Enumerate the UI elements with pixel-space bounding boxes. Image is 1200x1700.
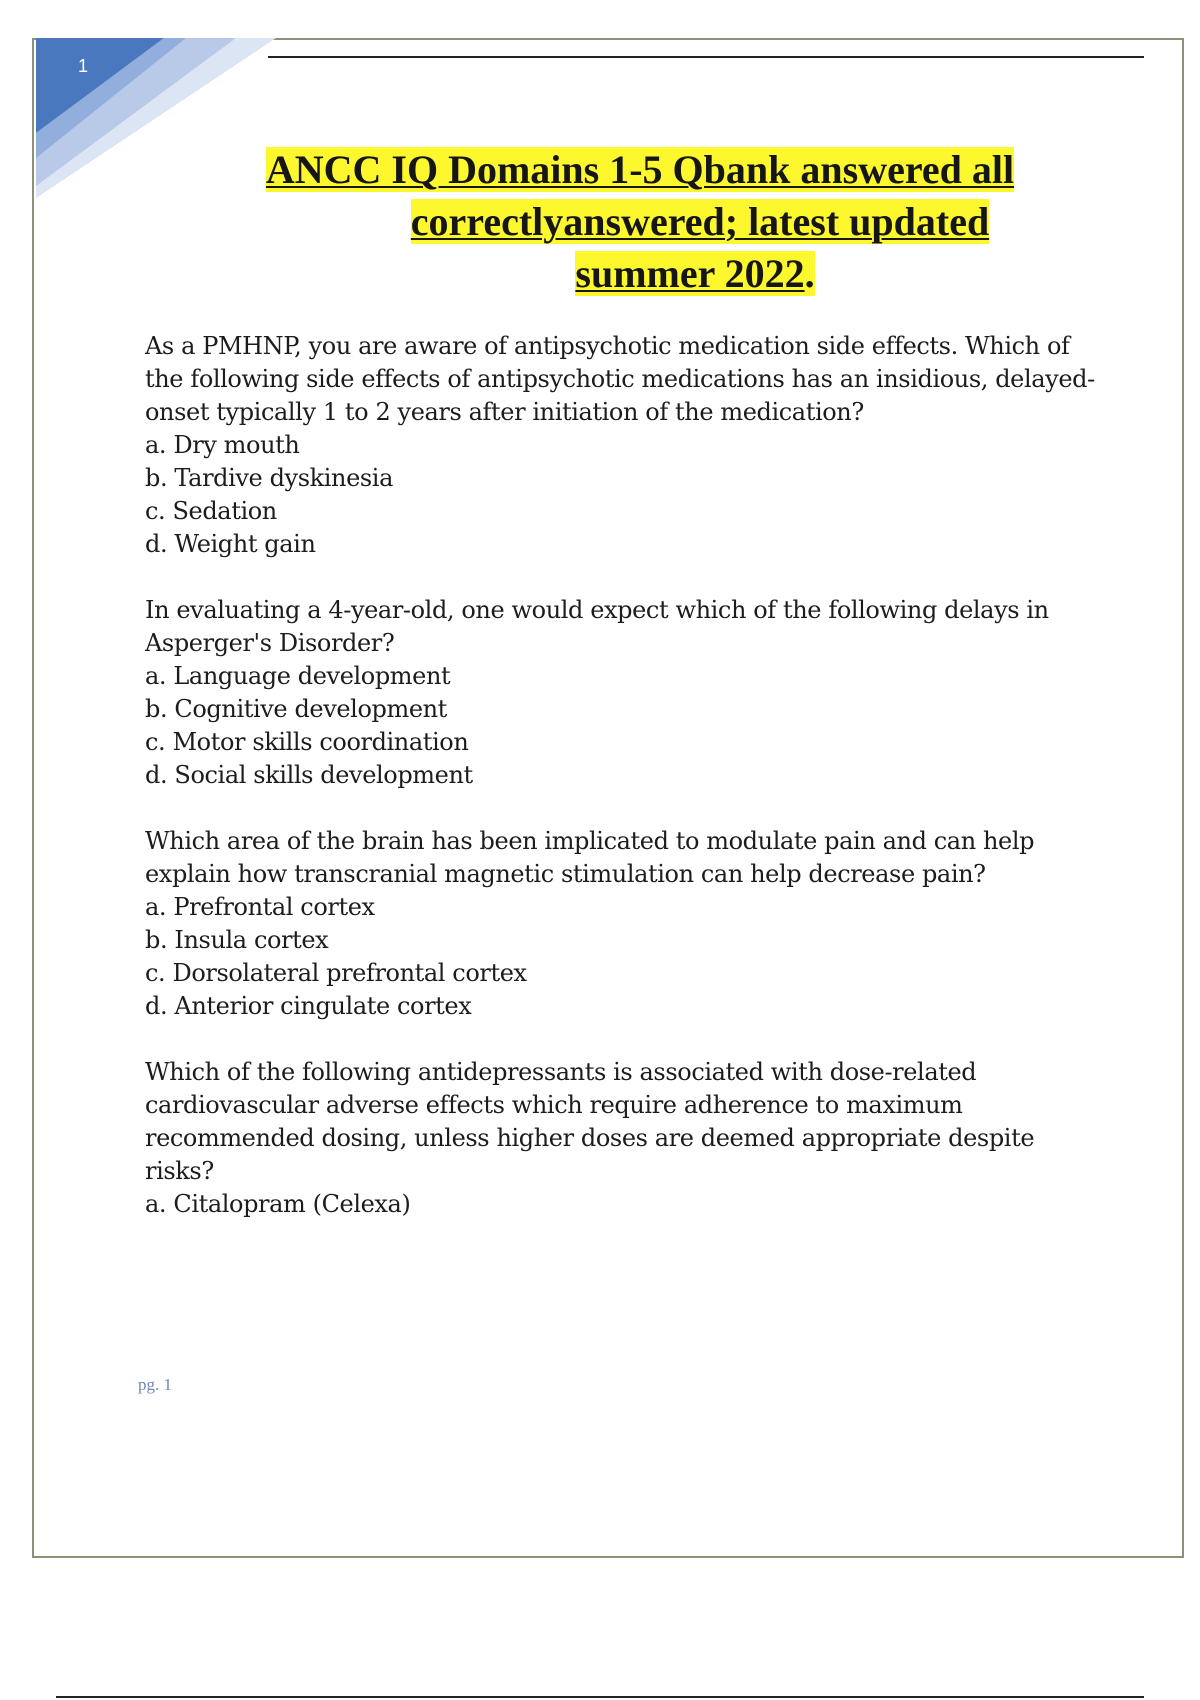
answer-option: c. Dorsolateral prefrontal cortex	[145, 959, 527, 987]
question-block	[145, 594, 1100, 792]
question-block	[145, 1056, 1100, 1221]
title-line-1: ANCC IQ Domains 1-5 Qbank answered all	[265, 147, 1015, 192]
answer-option: a. Language development	[145, 662, 451, 690]
title-period: .	[804, 251, 815, 296]
answer-option: a. Dry mouth	[145, 431, 300, 459]
question-text: Which area of the brain has been implicated to modulate pain and can help explain how transcranial magnetic stimulation can help decrease pain?	[145, 827, 1035, 888]
answer-option: d. Anterior cingulate cortex	[145, 992, 472, 1020]
question-text: As a PMHNP, you are aware of antipsychotic medication side effects. Which of the following side effects of antipsychotic medications has an insidious, delayed-onset typically 1 to 2 years after initiation of the medication?	[145, 332, 1095, 426]
bottom-rule	[56, 1696, 1144, 1698]
document-title	[150, 144, 1130, 300]
question-text: In evaluating a 4-year-old, one would expect which of the following delays in Asperger's Disorder?	[145, 596, 1049, 657]
question-list	[145, 330, 1100, 1254]
answer-option: d. Weight gain	[145, 530, 316, 558]
answer-options	[145, 660, 1100, 792]
footer-page-number: pg. 1	[138, 1375, 172, 1394]
title-line-3-wrap	[465, 251, 814, 296]
question-text: Which of the following antidepressants is associated with dose-related cardiovascular adverse effects which require adherence to maximum recommended dosing, unless higher doses are deemed appropriate despite risks?	[145, 1058, 1035, 1185]
title-line-2: correctlyanswered; latest updated	[410, 199, 990, 244]
answer-option: b. Insula cortex	[145, 926, 329, 954]
answer-options	[145, 429, 1100, 561]
question-block	[145, 330, 1100, 561]
answer-options	[145, 1188, 1100, 1221]
answer-option: c. Motor skills coordination	[145, 728, 469, 756]
answer-option: d. Social skills development	[145, 761, 473, 789]
answer-option: c. Sedation	[145, 497, 277, 525]
answer-option: a. Prefrontal cortex	[145, 893, 375, 921]
header-rule	[268, 56, 1144, 58]
title-line-3: summer 2022	[575, 251, 805, 296]
answer-options	[145, 891, 1100, 1023]
answer-option: b. Cognitive development	[145, 695, 447, 723]
answer-option: a. Citalopram (Celexa)	[145, 1190, 411, 1218]
corner-page-number: 1	[78, 56, 89, 76]
answer-option: b. Tardive dyskinesia	[145, 464, 393, 492]
title-line-2-wrap	[291, 199, 989, 244]
question-block	[145, 825, 1100, 1023]
